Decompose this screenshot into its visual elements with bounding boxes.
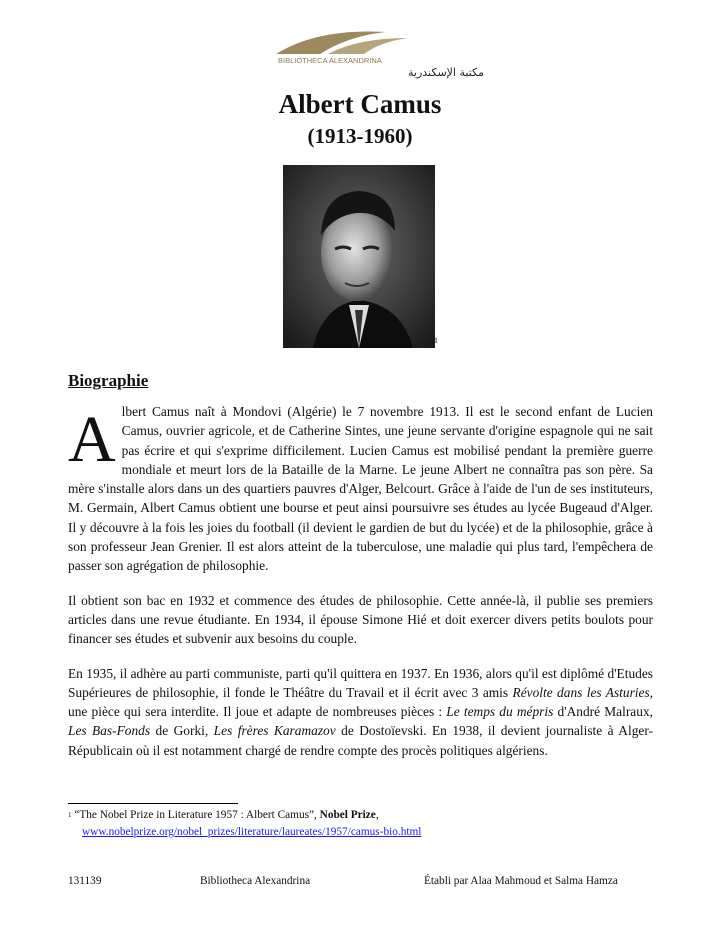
p3-text-d: de Gorki, [150,723,214,739]
paragraph-2: Il obtient son bac en 1932 et commence des études de philosophie. Cette année-là, il publie ses premiers articles dans une revue étudiante. En 1934, il épouse Simone Hié et doit exercer divers petits boulots pour financer ses études et subvenir aux besoins du couple. [68,592,653,647]
drop-cap: A [68,403,116,476]
footnote-comma: , [375,809,379,821]
paragraph-3 [68,664,653,760]
bibliotheca-alexandrina-logo [268,24,484,80]
document-title: Albert Camus [278,89,442,119]
footnote-text: “The Nobel Prize in Literature 1957 : Albert Camus”, [71,809,320,821]
photo-footnote-ref: 1 [434,336,438,345]
p3-text-b: une pièce qui sera interdite. Il joue et adapte de nombreuses pièces : [68,704,447,720]
portrait-icon [283,165,435,348]
footnote-link[interactable]: www.nobelprize.org/nobel_prizes/literature/laureates/1957/camus-bio.html [82,826,422,838]
footer-institution: Bibliotheca Alexandrina [200,875,311,887]
work-title-karamazov: Les frères Karamazov [213,723,336,739]
section-heading: Biographie [68,371,149,390]
work-title-bas-fonds: Les Bas-Fonds [68,723,151,739]
logo-mark-icon [268,24,484,80]
logo-arabic-text: مكتبة الإسكندرية [408,66,484,79]
footnote-divider [68,803,238,804]
work-title-revolte: Révolte dans les Asturies, [512,684,653,700]
p3-text-a: En 1935, il adhère au parti communiste, parti qu'il quittera en 1937. En 1936, alors qu'il est diplômé d'Etudes Supérieures de philosophie, il fonde le Théâtre du Travail et il écrit avec 3 amis [68,665,653,700]
document-dates: (1913-1960) [307,124,413,148]
footnote-source: Nobel Prize [319,809,376,821]
work-title-temps: Le temps du mépris [446,704,554,720]
portrait-photo [283,165,435,348]
p3-text-e: de Dostoïevski. En 1938, il devient journaliste à Alger-Républicain où il est notamment chargé de rendre compte des procès politiques algériens. [68,723,653,758]
footer-credit: Établi par Alaa Mahmoud et Salma Hamza [424,875,618,887]
paragraph-1 [68,402,653,576]
footnote-number: 1 [68,811,72,819]
footer-page-id: 131139 [68,875,102,887]
biography-text [68,402,653,775]
paragraph-1-text: lbert Camus naît à Mondovi (Algérie) le 7 novembre 1913. Il est le second enfant de Lucien Camus, ouvrier agricole, et de Catherine Sintes, une jeune servante d'origine espagnole qui ne sait pas écrire et qui s'exprime difficilement. Lucien Camus est mobilisé pendant la première guerre mondiale et meurt lors de la Bataille de la Marne. Le jeune Albert ne connaîtra pas son père. Sa mère s'installe alors dans un des quartiers pauvres d'Alger, Belcourt. Grâce à l'aide de l'un de ses instituteurs, M. Germain, Albert Camus obtient une bourse et peut ainsi poursuivre ses études au lycée Bugeaud d'Alger. Il y découvre à la fois les joies du football (il devient le gardien de but du lycée) et de la philosophie, grâce à son professeur Jean Grenier. Il est alors atteint de la tuberculose, une maladie qui plus tard, l'empêchera de passer son agrégation de philosophie. [68,404,653,574]
logo-latin-text: BIBLIOTHECA ALEXANDRINA [278,56,382,65]
p3-text-c: d'André Malraux, [553,704,653,720]
footnote [68,807,668,841]
